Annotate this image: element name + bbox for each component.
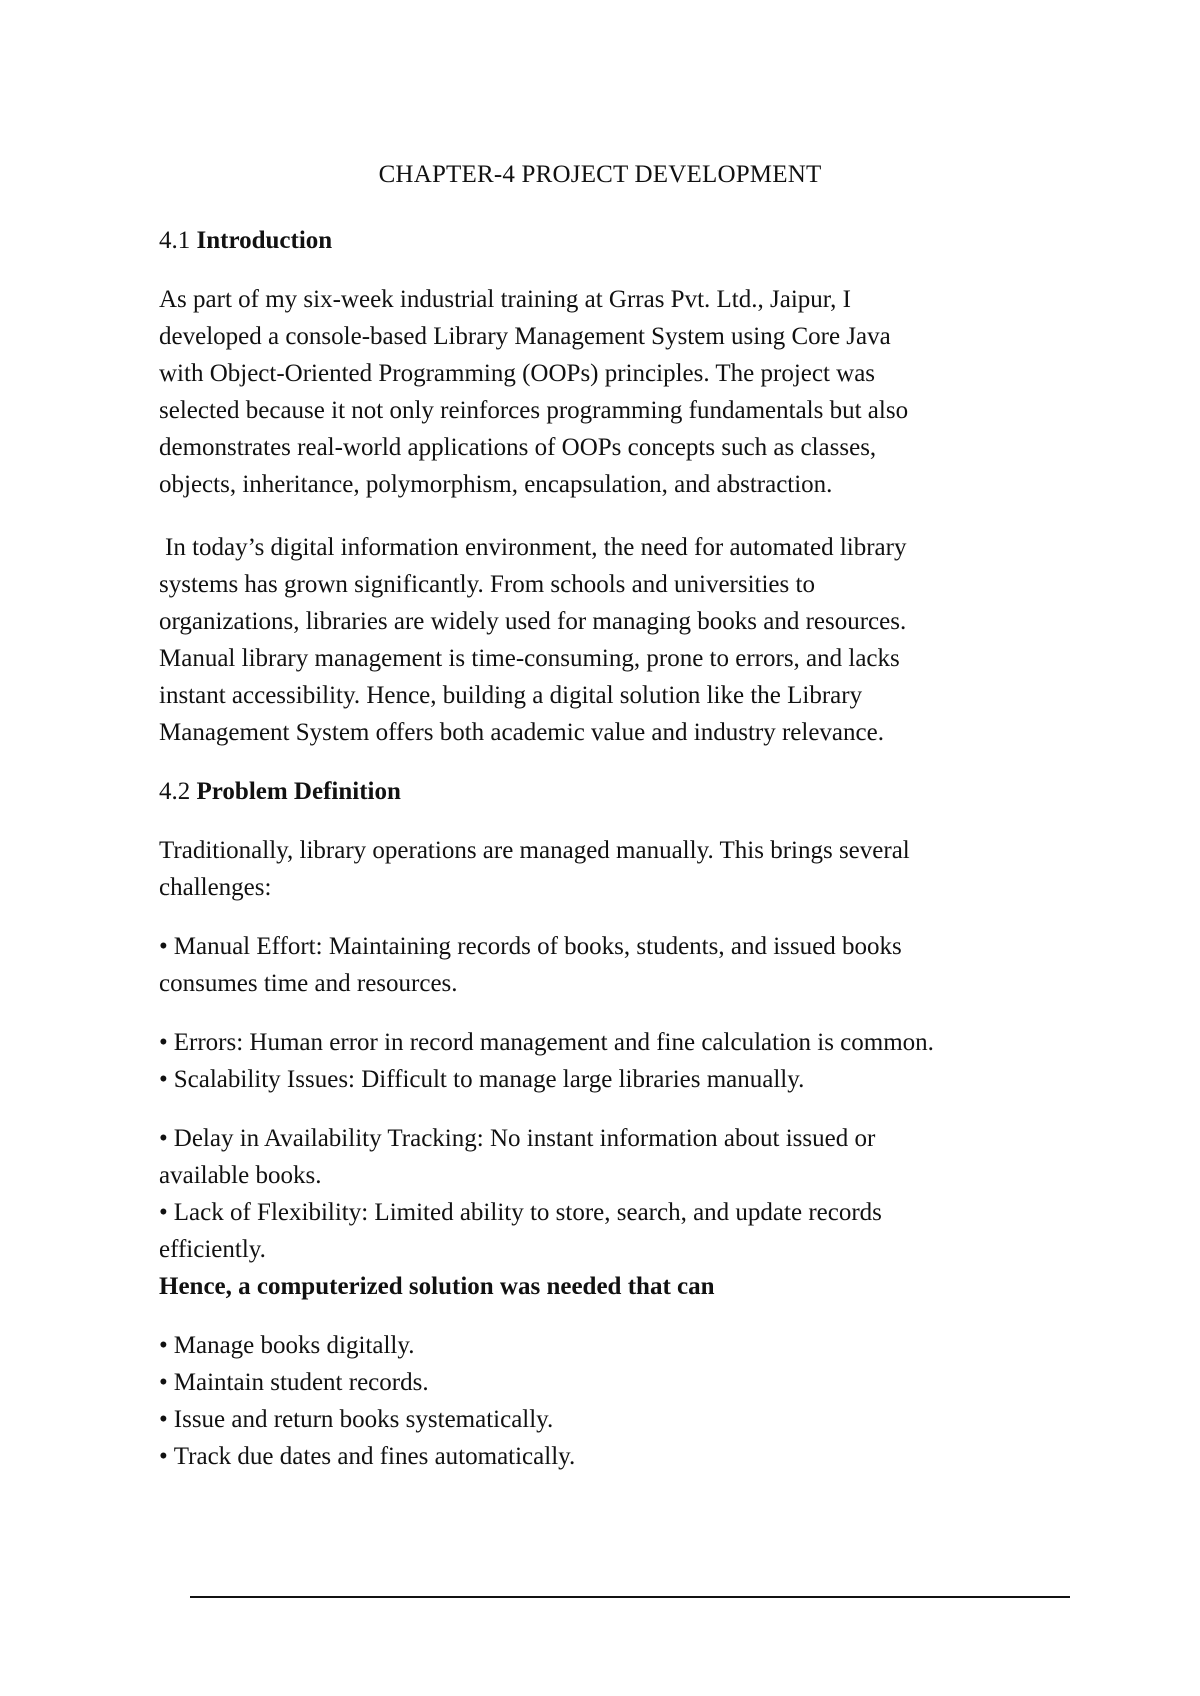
challenge-item xyxy=(159,1024,1059,1061)
text-line: objects, inheritance, polymorphism, encapsulation, and abstraction. xyxy=(159,471,833,498)
list-item xyxy=(159,1438,1059,1475)
list-item-text: Track due dates and fines automatically. xyxy=(173,1443,576,1470)
text-line: developed a console-based Library Management System using Core Java xyxy=(159,323,891,350)
bullet-icon: • xyxy=(159,1066,168,1093)
section-number: 4.2 xyxy=(159,778,197,805)
bullet-icon: • xyxy=(159,1443,168,1470)
text-line: In today’s digital information environment, the need for automated library xyxy=(165,534,907,561)
challenge-item xyxy=(159,1120,1059,1194)
section-number: 4.1 xyxy=(159,227,197,254)
section-title: Problem Definition xyxy=(196,778,401,805)
text-line: instant accessibility. Hence, building a digital solution like the Library xyxy=(159,682,863,709)
section-title: Introduction xyxy=(196,227,333,254)
text-line: Scalability Issues: Difficult to manage large libraries manually. xyxy=(173,1066,805,1093)
solution-list xyxy=(159,1327,1059,1475)
list-item-text: Maintain student records. xyxy=(173,1369,429,1396)
text-line: with Object-Oriented Programming (OOPs) principles. The project was xyxy=(159,360,876,387)
text-line: organizations, libraries are widely used for managing books and resources. xyxy=(159,608,907,635)
bullet-icon: • xyxy=(159,1332,168,1359)
text-line: Traditionally, library operations are managed manually. This brings several xyxy=(159,837,910,864)
page-content xyxy=(159,222,1059,1475)
text-line: Manual library management is time-consuming, prone to errors, and lacks xyxy=(159,645,900,672)
text-line: Errors: Human error in record management and fine calculation is common. xyxy=(173,1029,934,1056)
text-line: systems has grown significantly. From schools and universities to xyxy=(159,571,815,598)
list-item xyxy=(159,1327,1059,1364)
challenge-item xyxy=(159,1194,1059,1268)
challenge-item xyxy=(159,928,1059,1002)
introduction-paragraph-2 xyxy=(159,529,1059,751)
text-line: available books. xyxy=(159,1162,322,1189)
list-item xyxy=(159,1401,1059,1438)
challenge-item xyxy=(159,1061,1059,1098)
chapter-title: CHAPTER-4 PROJECT DEVELOPMENT xyxy=(378,161,822,188)
text-line: Lack of Flexibility: Limited ability to store, search, and update records xyxy=(173,1199,882,1226)
bullet-icon: • xyxy=(159,1125,168,1152)
text-line: selected because it not only reinforces programming fundamentals but also xyxy=(159,397,909,424)
bullet-icon: • xyxy=(159,1199,168,1226)
introduction-paragraph-1 xyxy=(159,281,1059,503)
text-line: Management System offers both academic value and industry relevance. xyxy=(159,719,884,746)
problem-intro-paragraph xyxy=(159,832,1059,906)
text-line: demonstrates real-world applications of OOPs concepts such as classes, xyxy=(159,434,877,461)
list-item-text: Manage books digitally. xyxy=(173,1332,415,1359)
bullet-icon: • xyxy=(159,1369,168,1396)
bullet-icon: • xyxy=(159,933,168,960)
solution-lead-in: Hence, a computerized solution was needed that can xyxy=(159,1273,715,1300)
bullet-icon: • xyxy=(159,1406,168,1433)
text-line: As part of my six-week industrial training at Grras Pvt. Ltd., Jaipur, I xyxy=(159,286,851,313)
list-item xyxy=(159,1364,1059,1401)
bullet-icon: • xyxy=(159,1029,168,1056)
section-heading-introduction xyxy=(159,222,1059,259)
text-line: consumes time and resources. xyxy=(159,970,458,997)
list-item-text: Issue and return books systematically. xyxy=(173,1406,554,1433)
text-line: efficiently. xyxy=(159,1236,266,1263)
footer-divider xyxy=(190,1596,1070,1598)
text-line: Manual Effort: Maintaining records of books, students, and issued books xyxy=(173,933,902,960)
text-line: Delay in Availability Tracking: No instant information about issued or xyxy=(173,1125,876,1152)
text-line: challenges: xyxy=(159,874,272,901)
section-heading-problem-definition xyxy=(159,773,1059,810)
